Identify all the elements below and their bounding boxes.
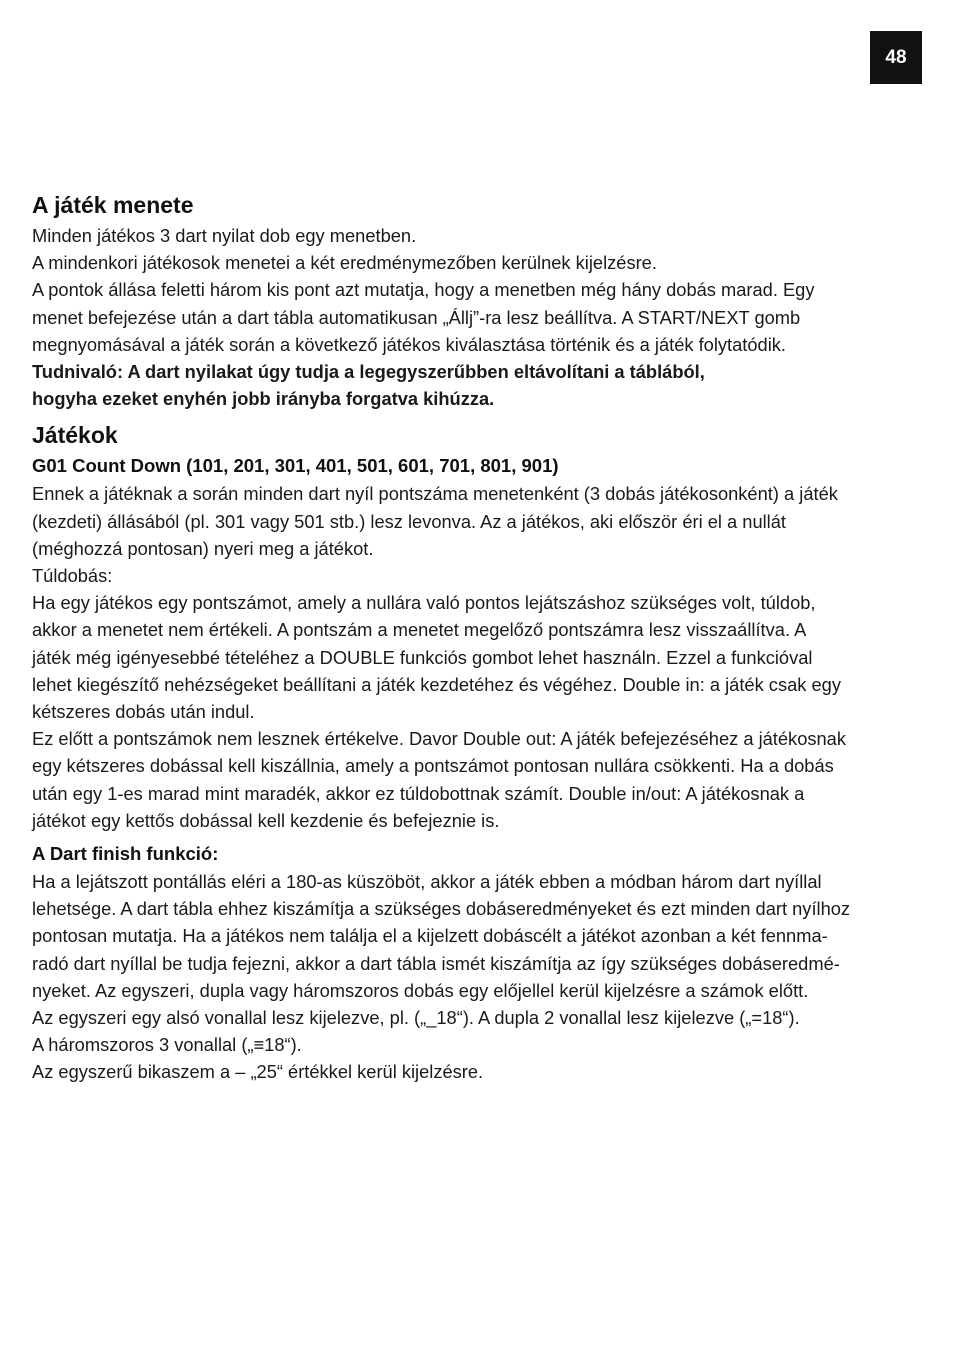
- section-game-flow: [32, 188, 920, 412]
- paragraph-line: lehetsége. A dart tábla ehhez kiszámítja a szükséges dobáseredményeket és ezt minden dart nyílhoz: [32, 898, 851, 920]
- paragraph-line: A háromszoros 3 vonallal („≡18“).: [32, 1034, 302, 1056]
- paragraph-line: Az egyszeri egy alsó vonallal lesz kijelezve, pl. („_18“). A dupla 2 vonallal lesz kijelezve („=18“).: [32, 1007, 800, 1029]
- paragraph-line: Túldobás:: [32, 565, 113, 587]
- game-subheading: G01 Count Down (101, 201, 301, 401, 501, 601, 701, 801, 901): [32, 455, 559, 477]
- note-line: hogyha ezeket enyhén jobb irányba forgatva kihúzza.: [32, 388, 495, 410]
- paragraph-line: kétszeres dobás után indul.: [32, 701, 255, 723]
- paragraph-line: Ez előtt a pontszámok nem lesznek értékelve. Davor Double out: A játék befejezéséhez a játékosnak: [32, 728, 846, 750]
- section-games: [32, 418, 920, 834]
- paragraph-line: lehet kiegészítő nehézségeket beállítani a játék kezdetéhez és végéhez. Double in: a játék csak egy: [32, 673, 841, 695]
- paragraph-line: Ennek a játéknak a során minden dart nyíl pontszáma menetenként (3 dobás játékosonként) a játék: [32, 483, 838, 505]
- paragraph-line: játék még igényesebbé tételéhez a DOUBLE funkciós gombot lehet használn. Ezzel a funkcióval: [32, 646, 813, 668]
- paragraph-line: után egy 1-es marad mint maradék, akkor ez túldobottnak számít. Double in/out: A játékosnak a: [32, 782, 805, 804]
- paragraph-line: Az egyszerű bikaszem a – „25“ értékkel kerül kijelzésre.: [32, 1061, 484, 1083]
- paragraph-line: megnyomásával a játék során a következő játékos kiválasztása történik és a játék folytatódik.: [32, 333, 786, 355]
- paragraph-line: Ha a lejátszott pontállás eléri a 180-as küszöböt, akkor a játék ebben a módban három dart nyíllal: [32, 871, 822, 893]
- paragraph-line: játékot egy kettős dobással kell kezdenie és befejeznie is.: [32, 809, 500, 831]
- paragraph-line: egy kétszeres dobással kell kiszállnia, amely a pontszámot pontosan nullára csökkenti. Ha a dobás: [32, 755, 834, 777]
- paragraph-line: radó dart nyíllal be tudja fejezni, akkor a dart tábla ismét kiszámítja az így szükséges dobáseredmé-: [32, 952, 840, 974]
- paragraph-line: (kezdeti) állásából (pl. 301 vagy 501 stb.) lesz levonva. Az a játékos, aki először éri el a nullát: [32, 510, 786, 532]
- paragraph-line: menet befejezése után a dart tábla automatikusan „Állj”-ra lesz beállítva. A START/NEXT gomb: [32, 306, 801, 328]
- document-body: [32, 188, 920, 1086]
- paragraph-line: (méghozzá pontosan) nyeri meg a játékot.: [32, 537, 374, 559]
- section-subheading: A Dart finish funkció:: [32, 843, 219, 865]
- paragraph-line: A mindenkori játékosok menetei a két eredménymezőben kerülnek kijelzésre.: [32, 252, 657, 274]
- paragraph-line: A pontok állása feletti három kis pont azt mutatja, hogy a menetben még hány dobás marad. Egy: [32, 279, 815, 301]
- section-heading: Játékok: [32, 422, 118, 449]
- paragraph-line: Ha egy játékos egy pontszámot, amely a nullára való pontos lejátszáshoz szükséges volt, túldob,: [32, 592, 816, 614]
- paragraph-line: akkor a menetet nem értékeli. A pontszám a menetet megelőző pontszámra lesz visszaállítva. A: [32, 619, 807, 641]
- section-dart-finish: [32, 840, 920, 1086]
- section-heading: A játék menete: [32, 192, 194, 218]
- note-line: Tudnivaló: A dart nyilakat úgy tudja a legegyszerűbben eltávolítani a táblából,: [32, 361, 705, 383]
- paragraph-line: Minden játékos 3 dart nyilat dob egy menetben.: [32, 225, 417, 246]
- paragraph-line: nyeket. Az egyszeri, dupla vagy háromszoros dobás egy előjellel kerül kijelzésre a számok előtt.: [32, 979, 809, 1001]
- page-number-badge: [870, 31, 922, 84]
- paragraph-line: pontosan mutatja. Ha a játékos nem találja el a kijelzett dobáscélt a játékot azonban a két fennma-: [32, 925, 828, 947]
- page-number: 48: [885, 46, 907, 68]
